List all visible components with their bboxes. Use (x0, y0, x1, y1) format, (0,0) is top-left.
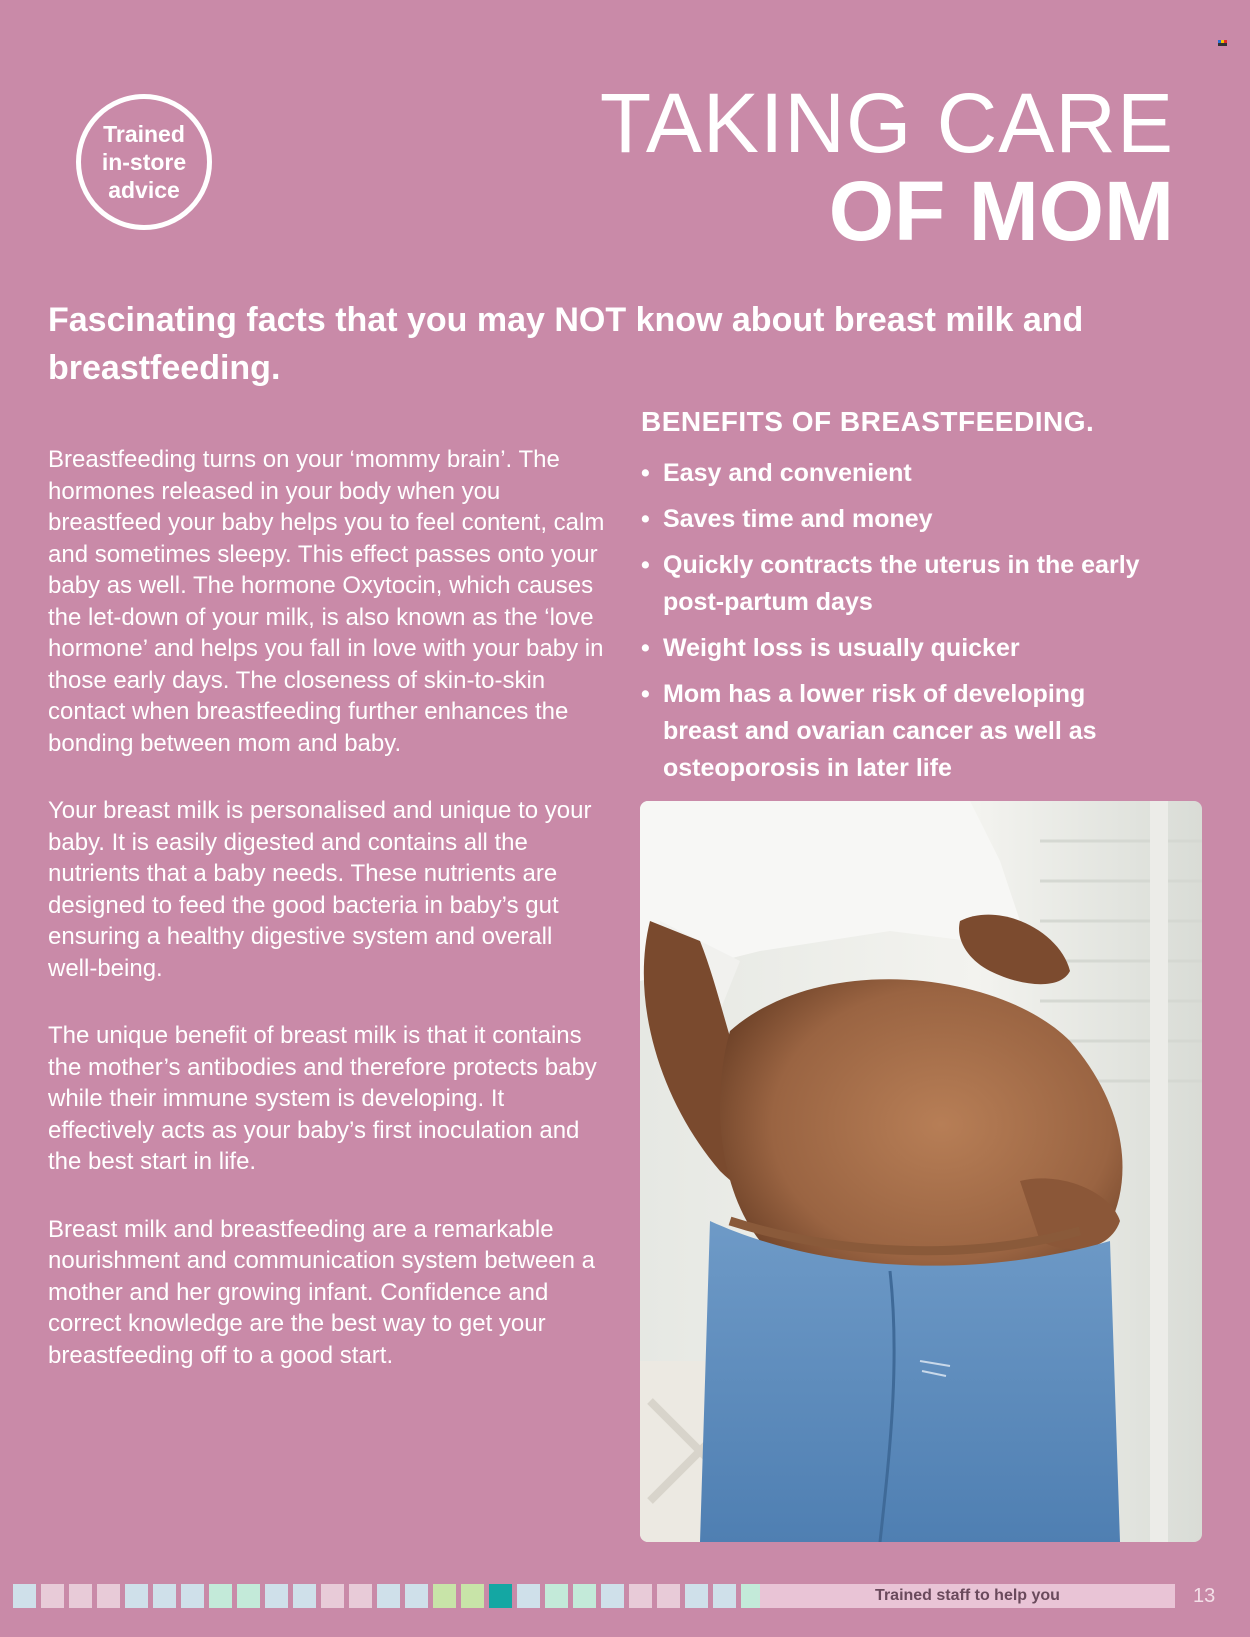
benefit-item (641, 501, 1161, 538)
footer-color-square (377, 1584, 400, 1608)
footer-color-square (13, 1584, 36, 1608)
paragraph-personalised-milk: Your breast milk is personalised and unique to your baby. It is easily digested and contains all the nutrients that a baby needs. These nutrients are designed to feed the good bacteria in baby’s gut ensuring a healthy digestive system and overall well-being. (48, 797, 592, 982)
benefits-list (641, 455, 1161, 796)
footer-color-square (489, 1584, 512, 1608)
footer-color-strip (13, 1584, 792, 1608)
pregnant-woman-photo (640, 801, 1202, 1542)
footer-color-square (209, 1584, 232, 1608)
footer-color-square (573, 1584, 596, 1608)
footer-color-square (517, 1584, 540, 1608)
footer-color-square (125, 1584, 148, 1608)
footer-color-square (713, 1584, 736, 1608)
benefit-item (641, 676, 1161, 787)
bullet-icon: • (641, 505, 650, 533)
benefit-text: Weight loss is usually quicker (663, 634, 1020, 662)
benefit-item (641, 630, 1161, 667)
footer-color-square (629, 1584, 652, 1608)
printer-registration-mark (1218, 33, 1227, 39)
footer-color-square (181, 1584, 204, 1608)
footer-color-square (97, 1584, 120, 1608)
benefit-item (641, 455, 1161, 492)
bullet-icon: • (641, 680, 650, 708)
footer-color-square (657, 1584, 680, 1608)
footer-color-square (153, 1584, 176, 1608)
paragraph-communication: Breast milk and breastfeeding are a remarkable nourishment and communication system between a mother and her growing infant. Confidence and correct knowledge are the best way to get your breastfeeding off to a good start. (48, 1215, 595, 1369)
benefit-item (641, 547, 1161, 621)
bullet-icon: • (641, 634, 650, 662)
footer-color-square (321, 1584, 344, 1608)
benefit-text: Quickly contracts the uterus in the early post-partum days (663, 551, 1140, 616)
footer-tagline: Trained staff to help you (875, 1587, 1060, 1604)
bullet-icon: • (641, 551, 650, 579)
page-title-line-2: OF MOM (828, 164, 1174, 258)
bullet-icon: • (641, 459, 650, 487)
benefit-text: Easy and convenient (663, 459, 912, 487)
footer-color-square (265, 1584, 288, 1608)
footer-color-square (461, 1584, 484, 1608)
page-number: 13 (1193, 1585, 1216, 1607)
footer-color-square (293, 1584, 316, 1608)
footer-color-square (433, 1584, 456, 1608)
article-body (48, 444, 608, 1407)
trained-advice-badge (76, 94, 212, 230)
footer-color-square (405, 1584, 428, 1608)
footer-color-square (601, 1584, 624, 1608)
intro-heading: Fascinating facts that you may NOT know about breast milk and breastfeeding. (48, 301, 1084, 387)
paragraph-mommy-brain: Breastfeeding turns on your ‘mommy brain’. The hormones released in your body when you breastfeed your baby helps you to feel content, calm and sometimes sleepy. This effect passes onto your baby as well. The hormone Oxytocin, which causes the let-down of your milk, is also known as the ‘love hormone’ and helps you fall in love with your baby in those early days. The closeness of skin-to-skin contact when breastfeeding further enhances the bonding between mom and baby. (48, 446, 605, 757)
badge-line-3: advice (108, 177, 180, 203)
footer-color-square (349, 1584, 372, 1608)
badge-line-2: in-store (101, 149, 187, 175)
benefits-heading: BENEFITS OF BREASTFEEDING. (641, 406, 1095, 437)
footer-color-square (41, 1584, 64, 1608)
footer-color-square (69, 1584, 92, 1608)
paragraph-antibodies: The unique benefit of breast milk is that it contains the mother’s antibodies and therefore protects baby while their immune system is developing. It effectively acts as your baby’s first inoculation and the best start in life. (48, 1022, 597, 1175)
benefit-text: Saves time and money (663, 505, 933, 533)
footer-color-square (237, 1584, 260, 1608)
page-title-line-1: TAKING CARE (599, 76, 1174, 170)
benefit-text: Mom has a lower risk of developing breast and ovarian cancer as well as osteoporosis in later life (663, 680, 1097, 782)
footer-color-square (685, 1584, 708, 1608)
footer-tagline-bar (760, 1584, 1175, 1608)
footer-color-square (545, 1584, 568, 1608)
badge-line-1: Trained (103, 121, 185, 147)
